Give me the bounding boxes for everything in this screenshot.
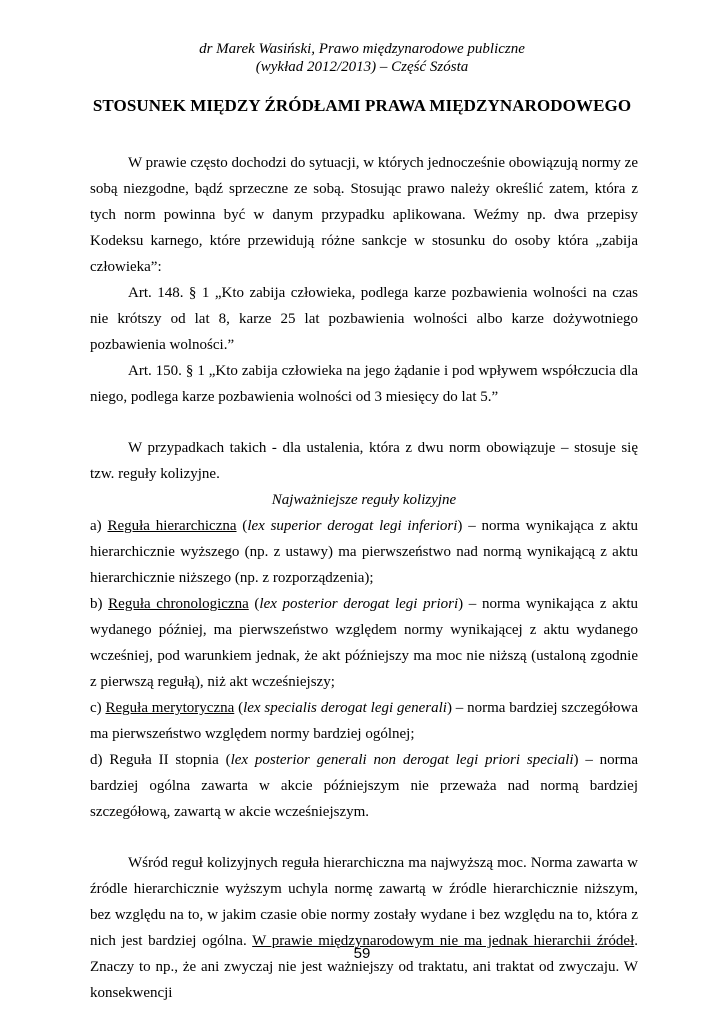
rule-latin-maxim: lex posterior derogat legi priori [259,596,459,612]
document-body [90,150,638,1006]
rule-name: Reguła II stopnia [109,752,219,768]
rule-name: Reguła hierarchiczna [107,518,237,534]
hierarchy-text-end: . Znaczy to np., że ani zwyczaj nie jest ważniejszy od traktatu, ani traktat od zwyczaju. W konsekwencji [90,933,638,1001]
rule-item [90,513,638,591]
header-line-2: (wykład 2012/2013) – Część Szósta [255,59,469,75]
rules-heading: Najważniejsze reguły kolizyjne [271,492,457,508]
rule-prefix: d) [90,752,110,768]
rule-open: ( [236,518,248,534]
rule-open: ( [248,596,260,612]
page-number: 59 [353,945,371,962]
rule-open: ( [234,700,244,716]
header-line-1: dr Marek Wasiński, Prawo międzynarodowe publiczne [199,41,525,57]
hierarchy-emphasis: W prawie międzynarodowym nie ma jednak hierarchii źródeł [252,933,635,949]
rule-latin-maxim: lex superior derogat legi inferiori [247,518,458,534]
rule-latin-maxim: lex specialis derogat legi generali [243,700,447,716]
rule-latin-maxim: lex posterior generali non derogat legi priori speciali [230,752,574,768]
rule-item [90,695,638,747]
hierarchy-text: Wśród reguł kolizyjnych reguła hierarchiczna ma najwyższą moc. Norma zawarta w źródle hierarchicznie wyższym uchyla normę zawartą w źródle hierarchicznie niższym, bez względu na to, w jakim czasie obie normy zostały wydane i bez względu na to, która z nich jest bardziej ogólna. [90,855,638,949]
rule-description: ) – norma bardziej szczegółowa ma pierwszeństwo względem normy bardziej ogólnej; [90,700,639,742]
rule-prefix: b) [90,596,109,612]
rule-open: ( [218,752,231,768]
rule-description: ) – norma wynikająca z aktu hierarchicznie wyższego (np. z ustawy) ma pierwszeństwo nad normą wynikającą z aktu hierarchicznie niższego (np. z rozporządzenia); [90,518,638,586]
conflict-rules-paragraph: W przypadkach takich - dla ustalenia, która z dwu norm obowiązuje – stosuje się tzw. reguły kolizyjne. [90,440,638,482]
article-150-quote: Art. 150. § 1 „Kto zabija człowieka na jego żądanie i pod wpływem współczucia dla niego, podlega karze pozbawienia wolności od 3 miesięcy do lat 5.” [90,363,638,405]
rule-prefix: c) [90,700,106,716]
rule-prefix: a) [90,518,108,534]
rule-description: ) – norma wynikająca z aktu wydanego później, ma pierwszeństwo względem normy wynikającej z aktu wydanego wcześniej, pod warunkiem jednak, że akt późniejszy ma moc nie niższą (ustaloną zgodnie z pierwszą regułą), niż akt wcześniejszy; [90,596,638,690]
hierarchy-paragraph [90,850,638,1006]
rule-name: Reguła chronologiczna [108,596,249,612]
rule-item [90,591,638,695]
rule-description: ) – norma bardziej ogólna zawarta w akcie późniejszym nie przeważa nad normą bardziej szczegółową, zawartą w akcie wcześniejszym. [90,752,638,820]
rule-name: Reguła merytoryczna [105,700,235,716]
rule-item [90,747,638,825]
intro-paragraph: W prawie często dochodzi do sytuacji, w których jednocześnie obowiązują normy ze sobą niezgodne, bądź sprzeczne ze sobą. Stosując prawo należy określić zatem, która z tych norm powinna być w danym przypadku aplikowana. Weźmy np. dwa przepisy Kodeksu karnego, które przewidują różne sankcje w stosunku do osoby która „zabija człowieka”: [90,155,638,275]
section-title: STOSUNEK MIĘDZY ŹRÓDŁAMI PRAWA MIĘDZYNARODOWEGO [92,96,632,115]
article-148-quote: Art. 148. § 1 „Kto zabija człowieka, podlega karze pozbawienia wolności na czas nie krótszy od lat 8, karze 25 lat pozbawienia wolności albo karze dożywotniego pozbawienia wolności.” [90,285,638,353]
running-header [0,40,724,76]
